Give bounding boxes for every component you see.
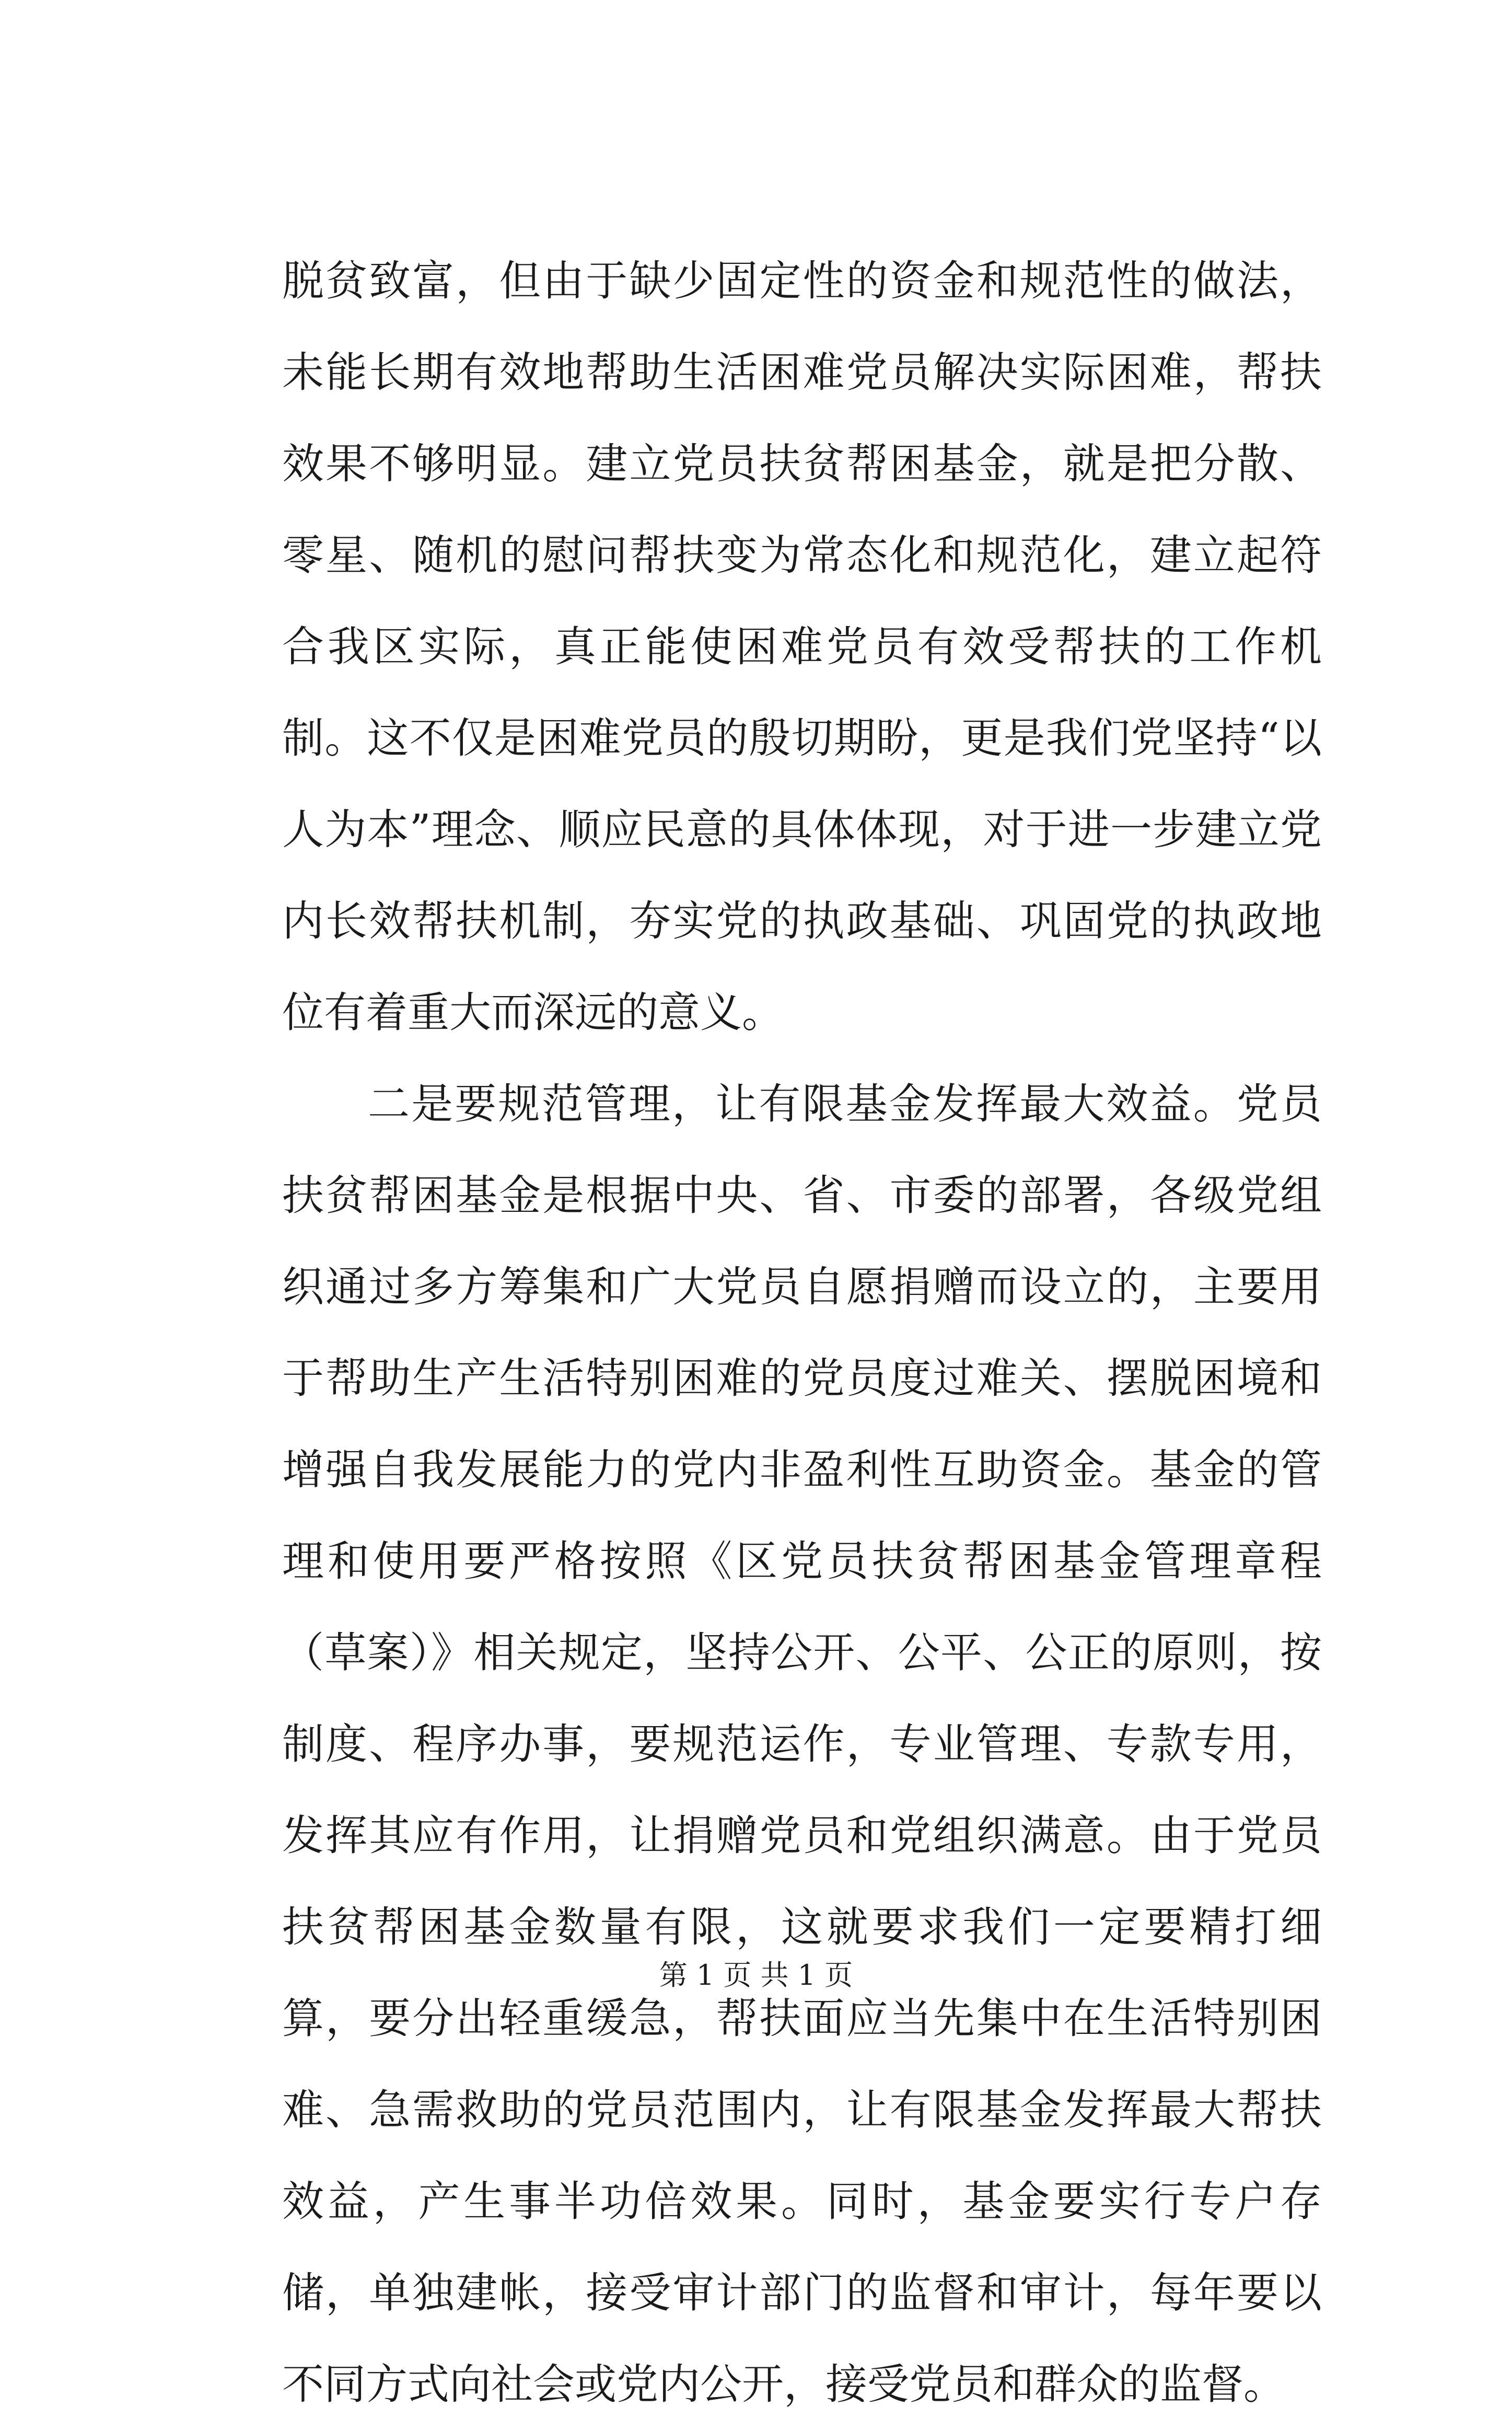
paragraph-continuation: 脱贫致富，但由于缺少固定性的资金和规范性的做法，未能长期有效地帮助生活困难党员解决实际困难，帮扶效果不够明显。建立党员扶贫帮困基金，就是把分散、零星、随机的慰问帮扶变为常态化和规范化，建立起符合我区实际，真正能使困难党员有效受帮扶的工作机制。这不仅是困难党员的殷切期盼，更是我们党坚持“以人为本”理念、顺应民意的具体体现，对于进一步建立党内长效帮扶机制，夯实党的执政基础、巩固党的执政地位有着重大而深远的意义。 bbox=[282, 257, 1322, 1037]
page-number-footer: 第 1 页 共 1 页 bbox=[659, 1959, 853, 1992]
document-body bbox=[282, 235, 1322, 2430]
paragraph-standardized-management: 二是要规范管理，让有限基金发挥最大效益。党员扶贫帮困基金是根据中央、省、市委的部署，各级党组织通过多方筹集和广大党员自愿捐赠而设立的，主要用于帮助生产生活特别困难的党员度过难关、摆脱困境和增强自我发展能力的党内非盈利性互助资金。基金的管理和使用要严格按照《区党员扶贫帮困基金管理章程（草案）》相关规定，坚持公开、公平、公正的原则，按制度、程序办事，要规范运作，专业管理、专款专用，发挥其应有作用，让捐赠党员和党组织满意。由于党员扶贫帮困基金数量有限，这就要求我们一定要精打细算，要分出轻重缓急，帮扶面应当先集中在生活特别困难、急需救助的党员范围内，让有限基金发挥最大帮扶效益，产生事半功倍效果。同时，基金要实行专户存储，单独建帐，接受审计部门的监督和审计，每年要以不同方式向社会或党内公开，接受党员和群众的监督。 bbox=[282, 1080, 1322, 2409]
